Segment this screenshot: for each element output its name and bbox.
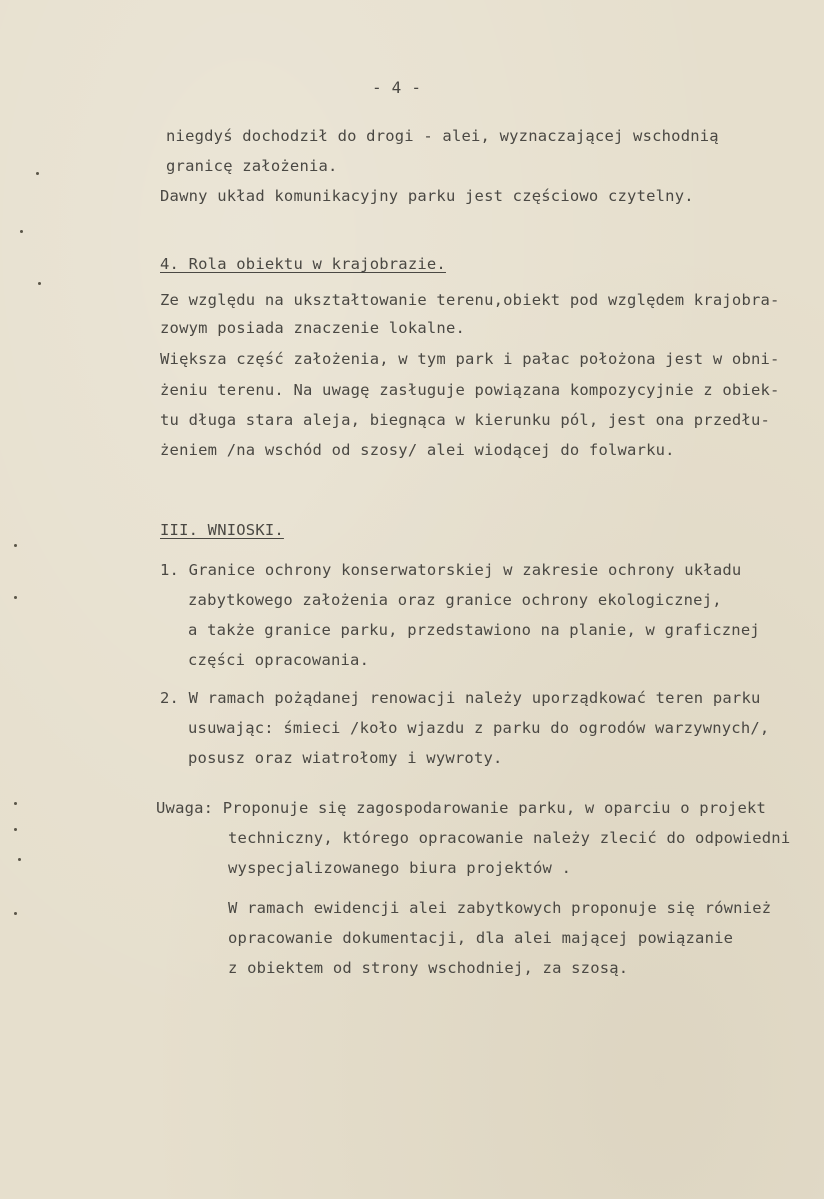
text-line: żeniu terenu. Na uwagę zasługuje powiązana kompozycyjnie z obiek- — [160, 381, 780, 399]
text-line: żeniem /na wschód od szosy/ alei wiodącej do folwarku. — [160, 441, 675, 459]
margin-speck — [14, 912, 17, 915]
margin-speck — [18, 858, 21, 861]
list-item-1-line: 1. Granice ochrony konserwatorskiej w zakresie ochrony układu — [160, 561, 742, 579]
margin-speck — [14, 544, 17, 547]
text-line: granicę założenia. — [166, 157, 338, 175]
list-item-2-line: 2. W ramach pożądanej renowacji należy uporządkować teren parku — [160, 689, 761, 707]
margin-speck — [36, 172, 39, 175]
note-line: opracowanie dokumentacji, dla alei mającej powiązanie — [228, 929, 734, 947]
section-heading-4: 4. Rola obiektu w krajobrazie. — [160, 255, 446, 273]
margin-speck — [38, 282, 41, 285]
margin-speck — [20, 230, 23, 233]
text-line: Większa część założenia, w tym park i pałac położona jest w obni- — [160, 350, 780, 368]
note-line: z obiektem od strony wschodniej, za szosą. — [228, 959, 629, 977]
note-line: W ramach ewidencji alei zabytkowych proponuje się również — [228, 899, 772, 917]
list-item-1-line: a także granice parku, przedstawiono na planie, w graficznej — [188, 621, 760, 639]
list-item-2-line: posusz oraz wiatrołomy i wywroty. — [188, 749, 503, 767]
note-line: techniczny, którego opracowanie należy zlecić do odpowiedni — [228, 829, 791, 847]
list-item-1-line: zabytkowego założenia oraz granice ochrony ekologicznej, — [188, 591, 722, 609]
text-line: niegdyś dochodził do drogi - alei, wyznaczającej wschodnią — [166, 127, 719, 145]
text-line: Dawny układ komunikacyjny parku jest częściowo czytelny. — [160, 187, 694, 205]
text-line: zowym posiada znaczenie lokalne. — [160, 319, 466, 337]
page-number: - 4 - — [372, 78, 422, 97]
note-line: wyspecjalizowanego biura projektów . — [228, 859, 572, 877]
margin-speck — [14, 802, 17, 805]
list-item-2-line: usuwając: śmieci /koło wjazdu z parku do ogrodów warzywnych/, — [188, 719, 770, 737]
text-line: Ze względu na ukształtowanie terenu,obiekt pod względem krajobra- — [160, 291, 780, 309]
margin-speck — [14, 828, 17, 831]
note-line: Uwaga: Proponuje się zagospodarowanie parku, w oparciu o projekt — [156, 799, 767, 817]
text-line: tu długa stara aleja, biegnąca w kierunku pól, jest ona przedłu- — [160, 411, 771, 429]
list-item-1-line: części opracowania. — [188, 651, 370, 669]
margin-speck — [14, 596, 17, 599]
section-heading-wnioski: III. WNIOSKI. — [160, 521, 284, 539]
